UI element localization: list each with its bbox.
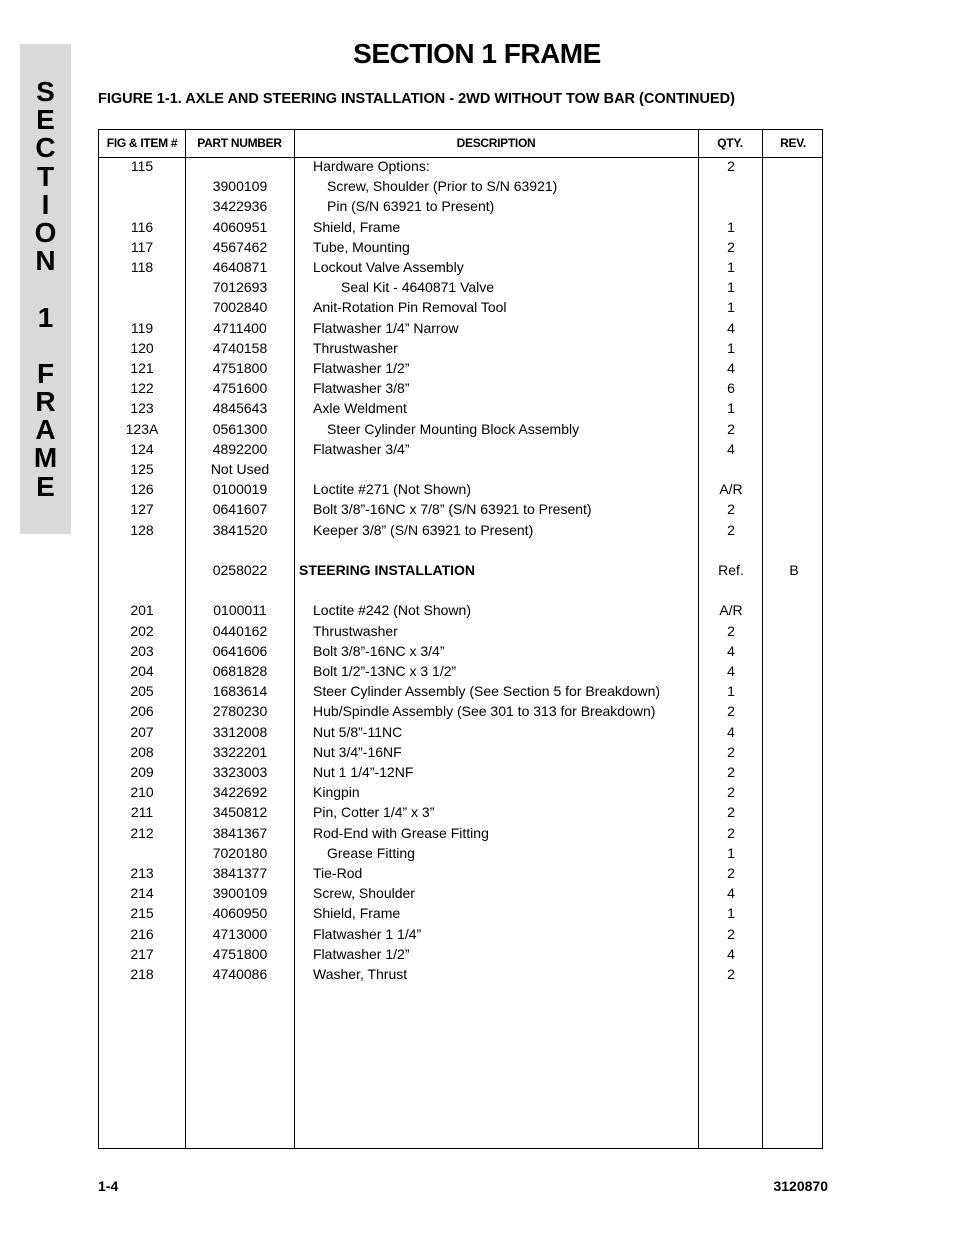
table-row (99, 297, 822, 317)
fig-item-cell: 118 (130, 259, 154, 275)
section-title: SECTION 1 FRAME (353, 38, 601, 69)
part-number-cell: 4713000 (212, 925, 268, 942)
qty-cell: 2 (727, 804, 735, 821)
part-number-cell: 4640871 (212, 259, 268, 275)
description-cell: Anit-Rotation Pin Removal Tool (313, 299, 507, 316)
figure-title: FIGURE 1-1. AXLE AND STEERING INSTALLATION - 2WD WITHOUT TOW BAR (CONTINUED) (98, 91, 735, 107)
parts-table (98, 129, 823, 1149)
qty-cell: 4 (727, 319, 735, 336)
description-cell: Nut 5/8”-11NC (313, 723, 403, 740)
table-row (99, 722, 822, 742)
table-row (99, 802, 822, 822)
part-number-cell: 0100019 (212, 481, 268, 498)
part-number-cell: 4740158 (212, 339, 268, 356)
table-row (99, 701, 822, 721)
qty-cell: A/R (719, 481, 743, 498)
fig-item-cell: 218 (130, 966, 154, 982)
part-number-cell: 3422936 (212, 198, 268, 215)
fig-item-cell: 213 (130, 865, 154, 881)
description-cell: Lockout Valve Assembly (313, 259, 464, 275)
part-number-cell: 3422692 (212, 784, 268, 801)
side-tab-letter: A (35, 414, 56, 446)
qty-cell: 1 (727, 218, 735, 235)
fig-item-cell: 208 (130, 743, 154, 760)
description-cell: Keeper 3/8” (S/N 63921 to Present) (313, 521, 534, 538)
side-tab-letter: F (36, 357, 55, 389)
fig-item-cell: 206 (130, 703, 154, 720)
fig-item-cell: 204 (130, 663, 154, 679)
description-cell: Loctite #271 (Not Shown) (313, 481, 471, 498)
side-tab-letter: T (36, 160, 55, 192)
table-row (99, 621, 822, 641)
description-cell: Loctite #242 (Not Shown) (313, 602, 471, 619)
document-number: 3120870 (773, 1178, 828, 1194)
part-number-cell: 0681828 (212, 663, 268, 679)
part-number-cell: 4711400 (213, 319, 267, 336)
qty-cell: Ref. (718, 562, 744, 578)
qty-cell: 4 (727, 663, 735, 679)
description-cell: Hub/Spindle Assembly (See 301 to 313 for Breakdown) (313, 703, 656, 720)
part-number-cell: 7020180 (212, 844, 268, 861)
side-tab-letter: E (36, 470, 55, 502)
table-row (99, 257, 822, 277)
table-row (99, 459, 822, 479)
table-row (99, 338, 822, 358)
part-number-cell: 0258022 (212, 562, 268, 578)
description-cell: Screw, Shoulder (Prior to S/N 63921) (327, 178, 558, 195)
part-number-cell: 3900109 (212, 885, 268, 902)
table-row (99, 903, 822, 923)
table-row (99, 681, 822, 701)
part-number-cell: 0100011 (213, 602, 267, 619)
qty-cell: 2 (727, 501, 735, 518)
qty-cell: 1 (727, 259, 735, 275)
description-cell: Axle Weldment (313, 400, 407, 417)
part-number-cell: 2780230 (212, 703, 268, 720)
part-number-cell: 3323003 (212, 764, 268, 780)
table-row (99, 156, 822, 176)
fig-item-cell: 125 (130, 461, 154, 477)
part-number-cell: 7012693 (212, 279, 268, 296)
fig-item-cell: 127 (130, 501, 154, 518)
part-number-cell: 4751800 (212, 360, 268, 376)
description-cell: Bolt 1/2”-13NC x 3 1/2” (313, 663, 457, 679)
qty-cell: 4 (727, 440, 735, 457)
table-row (99, 843, 822, 863)
qty-cell: 2 (727, 158, 735, 174)
header-fig-item: FIG & ITEM # (106, 136, 178, 150)
qty-cell: 1 (727, 339, 735, 356)
fig-item-cell: 216 (130, 925, 154, 942)
fig-item-cell: 120 (130, 339, 154, 356)
qty-cell: 2 (727, 743, 735, 760)
table-row (99, 924, 822, 944)
table-row (99, 419, 822, 439)
part-number-cell: 4060950 (212, 905, 268, 922)
table-row (99, 217, 822, 237)
qty-cell: 2 (727, 521, 735, 538)
header-description: DESCRIPTION (456, 136, 536, 150)
fig-item-cell: 126 (130, 481, 154, 498)
fig-item-cell: 123A (125, 420, 159, 437)
side-tab-letter: 1 (37, 301, 54, 333)
description-cell: Seal Kit - 4640871 Valve (341, 279, 495, 296)
table-row (99, 560, 822, 580)
qty-cell: 1 (727, 683, 735, 700)
part-number-cell: 1683614 (212, 683, 268, 700)
qty-cell: 4 (727, 885, 735, 902)
part-number-cell: 4892200 (212, 440, 268, 457)
part-number-cell: 3312008 (212, 723, 268, 740)
fig-item-cell: 122 (130, 380, 154, 397)
side-tab-letter: O (34, 216, 57, 248)
table-row (99, 398, 822, 418)
part-number-cell: 4740086 (212, 966, 268, 982)
description-cell: Washer, Thrust (313, 966, 408, 982)
description-cell: Hardware Options: (313, 158, 430, 174)
description-cell: Steer Cylinder Assembly (See Section 5 for Breakdown) (313, 683, 661, 700)
qty-cell: 1 (727, 299, 735, 316)
side-tab-letter (20, 332, 71, 360)
qty-cell: 2 (727, 420, 735, 437)
qty-cell: 4 (727, 723, 735, 740)
header-qty: QTY. (717, 136, 743, 150)
side-tab-letter: C (35, 132, 56, 164)
description-cell: Shield, Frame (313, 905, 401, 922)
rev-cell: B (789, 562, 799, 578)
table-row (99, 964, 822, 984)
fig-item-cell: 123 (130, 400, 154, 417)
qty-cell: 1 (727, 905, 735, 922)
side-tab-letter: E (36, 104, 55, 136)
part-number-cell: 0561300 (212, 420, 268, 437)
qty-cell: 2 (727, 703, 735, 720)
table-row (99, 479, 822, 499)
fig-item-cell: 202 (130, 622, 154, 639)
fig-item-cell: 128 (130, 521, 154, 538)
description-cell: Flatwasher 3/8” (313, 380, 410, 397)
description-cell: Flatwasher 1/4” Narrow (313, 319, 459, 336)
description-cell: Thrustwasher (313, 339, 398, 356)
table-row (99, 439, 822, 459)
table-row (99, 358, 822, 378)
description-cell: Grease Fitting (327, 844, 415, 861)
fig-item-cell: 124 (130, 440, 154, 457)
header-part-number: PART NUMBER (197, 136, 282, 150)
description-cell: Bolt 3/8”-16NC x 7/8” (S/N 63921 to Present) (313, 501, 592, 518)
fig-item-cell: 215 (130, 905, 154, 922)
qty-cell: 1 (727, 279, 735, 296)
section-side-tab (20, 44, 71, 534)
qty-cell: 2 (727, 622, 735, 639)
description-cell: Tie-Rod (313, 865, 363, 881)
table-row (99, 237, 822, 257)
qty-cell: 4 (727, 945, 735, 962)
table-row (99, 661, 822, 681)
description-cell: Rod-End with Grease Fitting (313, 824, 489, 841)
qty-cell: 2 (727, 824, 735, 841)
description-cell: Kingpin (313, 784, 360, 801)
table-row (99, 520, 822, 540)
description-cell: Flatwasher 1/2” (313, 360, 410, 376)
description-cell: Flatwasher 3/4” (313, 440, 410, 457)
qty-cell: 2 (727, 238, 735, 255)
description-cell: Steer Cylinder Mounting Block Assembly (327, 420, 580, 437)
fig-item-cell: 205 (130, 683, 154, 700)
part-number-cell: 4567462 (212, 238, 268, 255)
part-number-cell: 3841520 (212, 521, 268, 538)
table-row (99, 762, 822, 782)
part-number-cell: 3450812 (212, 804, 268, 821)
fig-item-cell: 121 (130, 360, 154, 376)
part-number-cell: Not Used (210, 461, 270, 477)
part-number-cell: 4845643 (212, 400, 268, 417)
qty-cell: 4 (727, 360, 735, 376)
side-tab-letter: N (35, 245, 56, 277)
fig-item-cell: 210 (130, 784, 154, 801)
fig-item-cell: 203 (130, 642, 154, 659)
side-tab-letter: S (36, 76, 55, 107)
description-cell: Nut 3/4”-16NF (313, 743, 402, 760)
table-row (99, 277, 822, 297)
fig-item-cell: 209 (130, 764, 154, 780)
fig-item-cell: 115 (130, 158, 154, 174)
qty-cell: 2 (727, 865, 735, 881)
fig-item-cell: 119 (130, 319, 154, 336)
table-row (99, 863, 822, 883)
part-number-cell: 4751800 (212, 945, 268, 962)
table-row (99, 499, 822, 519)
part-number-cell: 0641607 (212, 501, 268, 518)
fig-item-cell: 207 (130, 723, 154, 740)
side-tab-letter (20, 275, 71, 303)
description-cell: Nut 1 1/4”-12NF (313, 764, 414, 780)
fig-item-cell: 116 (130, 218, 154, 235)
part-number-cell: 3322201 (212, 743, 268, 760)
fig-item-cell: 117 (130, 238, 154, 255)
table-row (99, 742, 822, 762)
qty-cell: 2 (727, 925, 735, 942)
table-row (99, 823, 822, 843)
table-row (99, 176, 822, 196)
table-row (99, 883, 822, 903)
qty-cell: 6 (727, 380, 735, 397)
description-cell: Shield, Frame (313, 218, 401, 235)
part-number-cell: 4060951 (212, 218, 268, 235)
table-row (99, 944, 822, 964)
qty-cell: 2 (727, 966, 735, 982)
description-cell: Pin (S/N 63921 to Present) (327, 198, 495, 215)
description-cell: Flatwasher 1/2” (313, 945, 410, 962)
part-number-cell: 3900109 (212, 178, 268, 195)
qty-cell: 2 (727, 764, 735, 780)
part-number-cell: 0440162 (212, 622, 268, 639)
part-number-cell: 3841377 (212, 865, 268, 881)
description-cell: STEERING INSTALLATION (299, 562, 476, 578)
description-cell: Screw, Shoulder (313, 885, 415, 902)
fig-item-cell: 212 (130, 824, 154, 841)
part-number-cell: 4751600 (212, 380, 268, 397)
table-row (99, 600, 822, 620)
part-number-cell: 0641606 (212, 642, 268, 659)
table-spacer-row (99, 580, 822, 600)
page-number: 1-4 (98, 1178, 119, 1194)
part-number-cell: 3841367 (212, 824, 268, 841)
description-cell: Flatwasher 1 1/4” (313, 925, 422, 942)
table-row (99, 196, 822, 216)
table-row (99, 641, 822, 661)
table-row (99, 318, 822, 338)
fig-item-cell: 211 (130, 804, 154, 821)
qty-cell: A/R (719, 602, 743, 619)
description-cell: Thrustwasher (313, 622, 398, 639)
side-tab-letters (20, 78, 71, 501)
fig-item-cell: 214 (130, 885, 154, 902)
side-tab-letter: R (35, 386, 56, 418)
fig-item-cell: 217 (130, 945, 154, 962)
side-tab-letter: M (33, 442, 58, 474)
table-spacer-row (99, 540, 822, 560)
qty-cell: 1 (727, 844, 735, 861)
part-number-cell: 7002840 (212, 299, 268, 316)
fig-item-cell: 201 (130, 602, 154, 619)
header-rev: REV. (780, 136, 806, 150)
side-tab-letter: I (41, 188, 50, 220)
description-cell: Pin, Cotter 1/4” x 3” (313, 804, 435, 821)
description-cell: Tube, Mounting (313, 238, 410, 255)
qty-cell: 1 (727, 400, 735, 417)
description-cell: Bolt 3/8”-16NC x 3/4” (313, 642, 445, 659)
qty-cell: 2 (727, 784, 735, 801)
table-row (99, 378, 822, 398)
qty-cell: 4 (727, 642, 735, 659)
table-row (99, 782, 822, 802)
